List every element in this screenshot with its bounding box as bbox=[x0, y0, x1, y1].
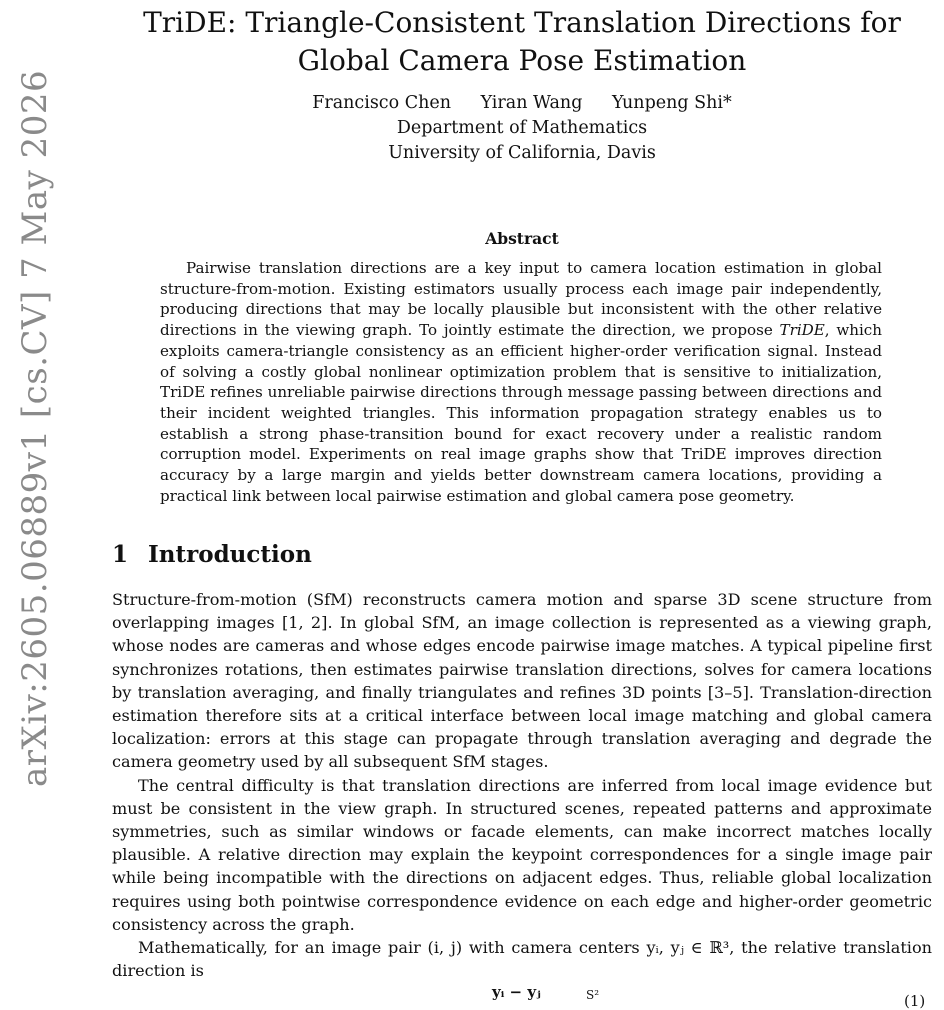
section-heading bbox=[112, 538, 312, 572]
author-list bbox=[100, 91, 944, 116]
abstract-emphasis: TriDE bbox=[779, 321, 825, 340]
abstract-text: , which exploits camera-triangle consistency as an efficient higher-order verification signal. Instead of solving a costly global nonlinear optimization problem that is sensitive to initialization, TriDE refines unreliable pairwise directions through message passing between directions and their incident weighted triangles. This information propagation strategy enables us to establish a strong phase-transition bound for exact recovery under a realistic random corruption model. Experiments on real image graphs show that TriDE improves direction accuracy by a large margin and yields better downstream camera locations, providing a practical link between local pairwise estimation and global camera pose geometry. bbox=[160, 321, 882, 505]
abstract-heading: Abstract bbox=[485, 229, 559, 248]
equation-numerator: yᵢ − yⱼ bbox=[492, 983, 541, 1001]
section-number: 1 bbox=[112, 541, 129, 568]
author-name: Yiran Wang bbox=[480, 93, 583, 113]
paper-title: TriDE: Triangle-Consistent Translation Directions for Global Camera Pose Estimation bbox=[143, 6, 901, 77]
author-block bbox=[100, 91, 944, 166]
arxiv-identifier-stamp: arXiv:2605.06889v1 [cs.CV] 7 May 2026 bbox=[15, 69, 55, 787]
abstract-body bbox=[160, 258, 882, 506]
paragraph: The central difficulty is that translation directions are inferred from local image evidence but must be consistent in the view graph. In structured scenes, repeated patterns and approximate symmetries, such as similar windows or facade elements, can make incorrect matches locally plausible. A relative direction may explain the keypoint correspondences for a single image pair while being incompatible with the directions on adjacent edges. Thus, reliable global localization requires using both pointwise correspondence evidence on each edge and higher-order geometric consistency across the graph. bbox=[112, 775, 932, 934]
equation-number: (1) bbox=[904, 992, 926, 1010]
equation-sphere: S² bbox=[586, 988, 600, 1002]
author-name: Yunpeng Shi* bbox=[612, 93, 732, 113]
introduction-body bbox=[112, 588, 932, 982]
paragraph: Mathematically, for an image pair (i, j) with camera centers yᵢ, yⱼ ∈ ℝ³, the relative translation direction is bbox=[112, 938, 932, 981]
section-title: Introduction bbox=[148, 541, 312, 568]
paragraph: Structure-from-motion (SfM) reconstructs camera motion and sparse 3D scene structure from overlapping images [1, 2]. In global SfM, an image collection is represented as a viewing graph, whose nodes are cameras and whose edges encode pairwise image matches. A typical pipeline first synchronizes rotations, then estimates pairwise translation directions, solves for camera locations by translation averaging, and finally triangulates and refines 3D points [3–5]. Translation-direction estimation therefore sits at a critical interface between local image matching and global camera localization: errors at this stage can propagate through translation averaging and degrade the camera geometry used by all subsequent SfM stages. bbox=[112, 590, 932, 772]
author-name: Francisco Chen bbox=[312, 93, 451, 113]
affiliation-department: Department of Mathematics bbox=[396, 118, 648, 138]
abstract-text: Pairwise translation directions are a key input to camera location estimation in global structure-from-motion. Existing estimators usually process each image pair independently, producing directions that may be locally plausible but inconsistent with the other relative directions in the viewing graph. To jointly estimate the direction, we propose bbox=[160, 259, 882, 340]
affiliation-university: University of California, Davis bbox=[388, 143, 656, 163]
